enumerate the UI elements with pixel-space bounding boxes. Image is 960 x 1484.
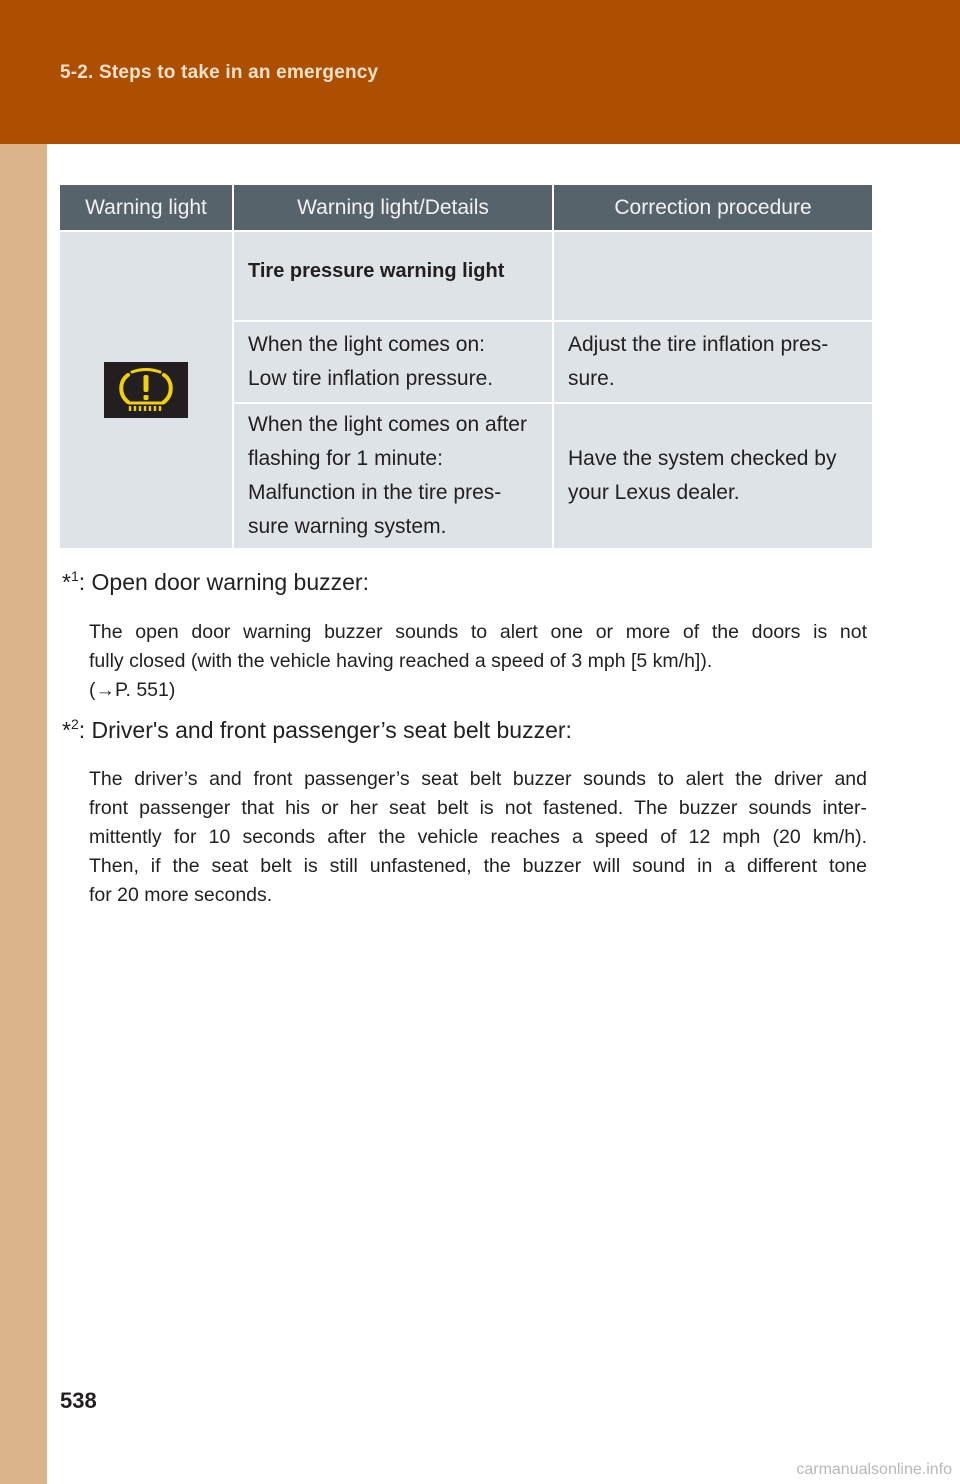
- column-header-correction: Correction procedure: [553, 185, 872, 231]
- details-cell: [233, 321, 553, 403]
- details-line: Low tire inflation pressure.: [248, 367, 494, 390]
- details-line: When the light comes on:: [248, 333, 485, 356]
- footnote-line: for 20 more seconds.: [89, 884, 273, 906]
- correction-line: sure.: [568, 367, 615, 390]
- table-row-subtitle: [60, 231, 872, 321]
- correction-cell: [553, 321, 872, 403]
- details-line: sure warning system.: [248, 515, 447, 538]
- footnote-1-body: [89, 618, 867, 705]
- footnote-number: 2: [70, 716, 79, 732]
- footnote-line: Then, if the seat belt is still unfastened, the buzzer will sound in a different tone: [89, 855, 867, 877]
- footnote-line: mittently for 10 seconds after the vehicle reaches a speed of 12 mph (20 km/h).: [89, 826, 867, 848]
- footnote-title-text: : Open door warning buzzer:: [78, 569, 369, 595]
- footnote-2-body: [89, 765, 867, 910]
- footnote-1-title: [62, 568, 369, 596]
- warning-light-icon-cell: [60, 231, 233, 548]
- section-title: 5-2. Steps to take in an emergency: [60, 62, 379, 83]
- subtitle-tire-pressure: Tire pressure warning light: [233, 231, 553, 321]
- subtitle-empty-cell: [553, 231, 872, 321]
- correction-cell: [553, 403, 872, 548]
- footnote-marker: *: [62, 569, 71, 595]
- details-cell: [233, 403, 553, 548]
- tire-pressure-warning-icon-graphic: [104, 362, 188, 418]
- footnote-marker: *: [62, 717, 71, 743]
- warning-light-table: [60, 185, 872, 548]
- footnote-2-title: [62, 716, 572, 744]
- table-header-row: [60, 185, 872, 231]
- column-header-warning-light: Warning light: [60, 185, 233, 231]
- details-line: Malfunction in the tire pres-: [248, 481, 502, 504]
- page-number: 538: [60, 1388, 97, 1413]
- page-reference-link[interactable]: (→P. 551): [89, 679, 176, 701]
- tire-pressure-warning-icon: [104, 362, 188, 418]
- side-strip: [0, 0, 47, 1484]
- details-line: When the light comes on after: [248, 413, 527, 436]
- watermark: carmanualsonline.info: [796, 1461, 952, 1478]
- footnote-title-text: : Driver's and front passenger’s seat belt buzzer:: [78, 717, 572, 743]
- footnote-line: fully closed (with the vehicle having reached a speed of 3 mph [5 km/h]).: [89, 650, 713, 672]
- correction-line: Adjust the tire inflation pres-: [568, 333, 829, 356]
- details-line: flashing for 1 minute:: [248, 447, 443, 470]
- column-header-details: Warning light/Details: [233, 185, 553, 231]
- footnote-number: 1: [70, 568, 79, 584]
- correction-line: Have the system checked by: [568, 447, 837, 470]
- footnote-line: front passenger that his or her seat belt is not fastened. The buzzer sounds inter-: [89, 797, 867, 819]
- correction-line: your Lexus dealer.: [568, 481, 740, 504]
- footnote-line: The driver’s and front passenger’s seat belt buzzer sounds to alert the driver and: [89, 768, 867, 790]
- footnote-line: The open door warning buzzer sounds to alert one or more of the doors is not: [89, 621, 867, 643]
